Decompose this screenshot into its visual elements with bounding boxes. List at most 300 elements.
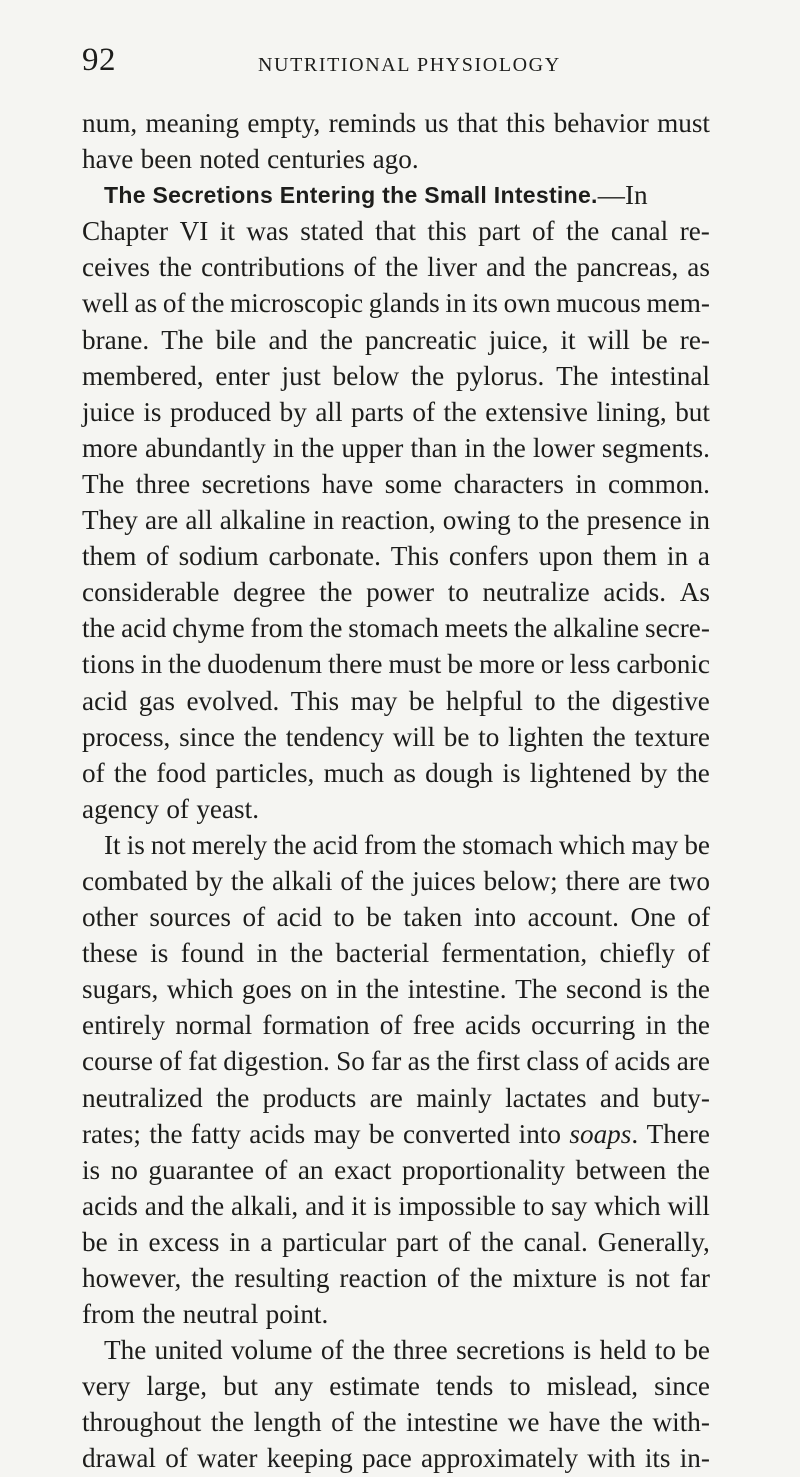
word: soaps. <box>569 1116 638 1152</box>
text-line <box>82 683 710 719</box>
word: lining, <box>596 396 667 427</box>
word: secre- <box>644 613 710 644</box>
text-line <box>82 1080 710 1116</box>
word: be <box>366 902 392 933</box>
word: be <box>443 721 470 752</box>
word: from <box>82 1299 135 1330</box>
word: acid <box>82 685 128 716</box>
word: proportionality <box>401 1154 566 1185</box>
text-line <box>82 1260 710 1296</box>
word: is <box>150 938 169 969</box>
body-text <box>82 105 710 1477</box>
word: and <box>599 1082 640 1113</box>
word: upon <box>538 541 593 572</box>
word: exact <box>334 1154 392 1185</box>
word: membered, <box>82 360 204 391</box>
word: it <box>219 216 235 247</box>
word: an <box>297 1154 324 1185</box>
word: contributions <box>201 252 345 283</box>
word: and <box>305 1190 345 1221</box>
word: just <box>281 360 321 391</box>
word: lighten <box>508 721 584 752</box>
word: estimate <box>329 1371 420 1402</box>
word: of <box>379 1010 403 1041</box>
word: of <box>159 1046 182 1077</box>
word: must <box>388 649 442 680</box>
word: behavior <box>553 108 649 138</box>
word: Chapter <box>82 216 169 247</box>
word: the <box>385 252 419 283</box>
word: us <box>424 108 449 138</box>
word: the <box>158 252 193 283</box>
word: are <box>369 1082 403 1113</box>
word: neutralized <box>82 1082 203 1113</box>
text-line <box>82 285 710 321</box>
word: the <box>319 577 353 608</box>
word: course <box>82 1046 153 1077</box>
word: canal <box>610 216 669 247</box>
word: of <box>162 288 186 319</box>
word: acid <box>276 902 322 933</box>
text-line <box>82 394 710 430</box>
word: lightened <box>529 757 631 788</box>
word: no <box>110 1154 138 1185</box>
page-header <box>82 42 720 82</box>
word: and <box>268 324 308 355</box>
word: the <box>676 1010 710 1041</box>
word: it <box>351 1190 367 1221</box>
word: helpful <box>445 685 523 716</box>
word: of <box>531 216 555 247</box>
word: account. <box>527 902 619 933</box>
text-line <box>82 899 710 935</box>
text-line <box>82 466 710 502</box>
text-line <box>82 177 710 213</box>
word: is <box>373 1190 392 1221</box>
word: the <box>546 505 580 536</box>
word: of <box>82 757 105 788</box>
word: mem- <box>646 288 710 319</box>
word: that <box>457 108 498 138</box>
word: is <box>143 396 162 427</box>
word: the <box>210 1407 245 1438</box>
word: will <box>667 1190 710 1221</box>
word: abundantly <box>144 432 266 463</box>
word: between <box>575 1154 667 1185</box>
word: however, <box>82 1263 182 1293</box>
word: be <box>408 685 435 716</box>
word: the <box>82 613 116 644</box>
word: the <box>363 1407 397 1438</box>
word: to <box>478 721 500 752</box>
word: a <box>260 1226 273 1257</box>
word: confers <box>448 541 529 572</box>
word: is <box>82 1154 101 1185</box>
word: must <box>657 108 710 138</box>
word: This <box>290 685 340 716</box>
word: less <box>569 649 611 680</box>
word: far <box>371 1046 402 1077</box>
word: The <box>556 360 599 391</box>
word: some <box>384 468 443 499</box>
word: of <box>165 1443 188 1474</box>
word: So <box>336 1046 365 1077</box>
word: its <box>472 288 498 319</box>
word: below <box>332 360 400 391</box>
word: As <box>679 577 710 608</box>
word: converted <box>403 1118 511 1149</box>
word: since <box>179 721 235 752</box>
word: part <box>396 1226 439 1257</box>
word: there <box>328 649 383 680</box>
word: tends <box>435 1371 494 1402</box>
word: them <box>602 541 658 572</box>
word: the <box>190 1190 225 1221</box>
word: is <box>607 1263 626 1293</box>
word: of <box>687 902 710 933</box>
word: secretions <box>456 1335 565 1366</box>
word: lower <box>532 432 595 463</box>
word: pylorus. <box>455 360 545 391</box>
word: the <box>243 721 277 752</box>
word: as <box>407 1046 431 1077</box>
word: own <box>503 288 551 319</box>
word: by <box>279 396 307 427</box>
word: as <box>687 252 710 283</box>
word: by <box>640 757 668 788</box>
word: The <box>515 974 558 1005</box>
word: be <box>684 1335 710 1366</box>
word: bacterial <box>335 938 430 969</box>
word: this <box>427 216 467 247</box>
text-line <box>82 538 710 574</box>
word: brane. <box>82 324 150 355</box>
word: the <box>480 1226 514 1257</box>
word: agency <box>82 793 159 824</box>
word: the <box>371 865 405 896</box>
word: sodium <box>178 541 259 572</box>
word: the <box>168 649 202 680</box>
word: into <box>473 902 517 933</box>
word: this <box>506 108 546 138</box>
word: volume <box>230 1335 313 1366</box>
word: second <box>565 974 642 1005</box>
word: the <box>319 324 353 355</box>
word: to <box>654 1335 676 1366</box>
word: of <box>340 865 364 896</box>
word: the <box>443 396 477 427</box>
word: by <box>195 865 223 896</box>
word: carbonic <box>616 649 710 680</box>
word: Generally, <box>597 1226 710 1257</box>
word: say <box>551 1190 588 1221</box>
word: particles, <box>215 757 315 788</box>
word: point. <box>265 1299 329 1330</box>
word: the <box>492 432 526 463</box>
word: upper <box>341 432 404 463</box>
text-line <box>82 935 710 971</box>
word: intestine. <box>407 974 507 1005</box>
text-line <box>82 1332 710 1368</box>
word: which <box>166 974 234 1005</box>
word: keeping <box>266 1443 353 1474</box>
word: the <box>113 757 148 788</box>
word: mislead, <box>546 1371 639 1402</box>
word: the <box>289 938 324 969</box>
word: merely <box>191 829 268 860</box>
word: in <box>445 288 467 319</box>
word: but <box>675 396 710 427</box>
word: glands <box>368 288 440 319</box>
word: pancreas, <box>576 252 679 283</box>
text-line <box>82 213 710 249</box>
word: the <box>301 432 335 463</box>
word: three <box>135 468 191 499</box>
word: we <box>507 1407 540 1438</box>
word: noted <box>199 144 260 175</box>
word: juices <box>412 865 476 896</box>
word: of <box>242 902 266 933</box>
word: There <box>646 1118 710 1149</box>
word: of <box>448 1226 471 1257</box>
word: of <box>146 541 169 572</box>
text-line <box>82 358 710 394</box>
word: acid <box>312 829 358 860</box>
word: are <box>627 865 662 896</box>
word: acid <box>121 613 167 644</box>
word: be <box>447 649 474 680</box>
word: process, <box>82 721 171 752</box>
word: tions <box>82 649 135 680</box>
word: sugars, <box>82 974 159 1005</box>
word: its <box>644 1443 671 1474</box>
text-line <box>82 827 710 863</box>
text-line <box>82 430 710 466</box>
word: the <box>351 1335 386 1366</box>
word: guarantee <box>148 1154 255 1185</box>
word: free <box>412 1010 455 1041</box>
word: This <box>390 541 440 572</box>
text-line <box>82 791 710 827</box>
word: was <box>246 216 289 247</box>
word: the <box>676 974 710 1005</box>
word: The <box>82 468 125 499</box>
text-line <box>82 971 710 1007</box>
word: rates; <box>82 1118 141 1149</box>
word: length <box>253 1407 322 1438</box>
word: microscopic <box>230 288 364 319</box>
text-line <box>82 1116 710 1152</box>
word: neutralize <box>482 577 590 608</box>
word: much <box>323 757 385 788</box>
word: digestive <box>611 685 710 716</box>
word: duodenum <box>207 649 323 680</box>
word: mixture <box>512 1263 598 1293</box>
word: have <box>321 468 374 499</box>
word: chiefly <box>599 938 675 969</box>
word: enter <box>215 360 270 391</box>
word: canal. <box>523 1226 588 1257</box>
word: degree <box>233 577 306 608</box>
text-line <box>82 249 710 285</box>
word: pancreatic <box>365 324 477 355</box>
page-number: 92 <box>82 42 116 78</box>
word: with <box>587 1443 636 1474</box>
word: of <box>320 1335 344 1366</box>
word: throughout <box>82 1407 202 1438</box>
word: these <box>82 938 138 969</box>
word: any <box>273 1371 314 1402</box>
word: in <box>645 1010 667 1041</box>
word: The <box>161 324 204 355</box>
text-line <box>82 105 710 141</box>
word: the <box>191 1263 225 1293</box>
word: lactates <box>505 1082 587 1113</box>
word: acids <box>82 1190 138 1221</box>
word: to <box>523 1190 545 1221</box>
word: entirely <box>82 1010 166 1041</box>
word: re- <box>679 324 710 355</box>
word: have <box>548 1407 601 1438</box>
word: the <box>436 1046 470 1077</box>
word: excess <box>148 1226 220 1257</box>
word: intestine <box>406 1407 499 1438</box>
word: that <box>375 216 416 247</box>
word: VI <box>179 216 209 247</box>
word: particular <box>282 1226 387 1257</box>
word: meets <box>444 613 509 644</box>
word: large, <box>146 1371 208 1402</box>
word: into <box>518 1118 561 1149</box>
word: to <box>509 1371 531 1402</box>
word: to <box>517 505 540 536</box>
word: to <box>447 577 469 608</box>
word: reaction, <box>341 505 436 536</box>
word: is <box>502 757 521 788</box>
text-line <box>82 141 710 177</box>
word: the <box>566 216 600 247</box>
word: The <box>104 1335 147 1366</box>
word: found <box>180 938 245 969</box>
text-line <box>82 610 710 646</box>
word: or <box>540 649 564 680</box>
word: the <box>469 1263 503 1293</box>
word: water <box>197 1443 258 1474</box>
word: them <box>82 541 137 572</box>
word: all <box>185 505 213 536</box>
word: the <box>422 829 457 860</box>
word: since <box>654 1371 710 1402</box>
word: in <box>666 541 689 572</box>
word: in <box>256 938 278 969</box>
word: the <box>273 829 307 860</box>
word: not <box>150 829 186 860</box>
word: in <box>464 432 486 463</box>
word: two <box>669 865 710 896</box>
word: power <box>366 577 435 608</box>
word: with- <box>652 1407 710 1438</box>
word: is <box>650 974 669 1005</box>
word: yeast. <box>196 793 259 824</box>
word: presence <box>586 505 682 536</box>
word: combated <box>82 865 188 896</box>
word: the <box>216 1082 250 1113</box>
word: goes <box>241 974 292 1005</box>
word: mainly <box>416 1082 492 1113</box>
word: ago. <box>372 144 419 175</box>
word: the <box>142 1299 176 1330</box>
word: been <box>140 144 192 175</box>
word: alkaline <box>553 613 640 644</box>
word: alkali <box>272 865 333 896</box>
word: united <box>154 1335 223 1366</box>
word: the <box>534 252 568 283</box>
word: the <box>365 974 400 1005</box>
section-heading: The Secretions Entering the Small Intestine. <box>104 182 598 209</box>
word: neutral <box>182 1299 259 1330</box>
word: than <box>410 432 458 463</box>
word: the <box>149 1118 183 1149</box>
word: more <box>479 649 535 680</box>
word: in <box>272 432 295 463</box>
word: alkali, <box>231 1190 299 1221</box>
text-line <box>82 322 710 358</box>
word: more <box>82 432 138 463</box>
word: is <box>573 1335 592 1366</box>
word: fermentation, <box>441 938 588 969</box>
word: in <box>117 1226 139 1257</box>
word: re- <box>679 216 710 247</box>
word: of <box>331 1407 354 1438</box>
word: extensive <box>485 396 588 427</box>
word: in- <box>679 1443 710 1474</box>
word: acids <box>465 1010 521 1041</box>
word: may <box>631 829 679 860</box>
word: chyme <box>172 613 245 644</box>
word: very <box>82 1371 131 1402</box>
word: centuries <box>267 144 366 175</box>
text-line <box>82 574 710 610</box>
word: as <box>134 288 158 319</box>
text-line <box>82 1404 710 1440</box>
word: occurring <box>531 1010 636 1041</box>
word: bile <box>215 324 257 355</box>
word: num, <box>82 108 138 138</box>
word: normal <box>175 1010 253 1041</box>
word: part <box>478 216 521 247</box>
text-line <box>82 1188 710 1224</box>
word: of <box>353 252 377 283</box>
word: in <box>312 505 335 536</box>
word: other <box>82 902 138 933</box>
word: on <box>300 974 328 1005</box>
word: drawal <box>82 1443 156 1474</box>
word: meaning <box>145 108 240 138</box>
word: juice <box>82 396 135 427</box>
word: fat <box>188 1046 217 1077</box>
text-line <box>82 863 710 899</box>
word: it <box>560 324 576 355</box>
word: of <box>264 1154 288 1185</box>
word: intestinal <box>610 360 710 391</box>
text-line <box>82 1007 710 1043</box>
word: to <box>333 902 355 933</box>
word: not <box>635 1263 670 1293</box>
word: parts <box>351 396 404 427</box>
word: of <box>687 938 710 969</box>
word: of <box>412 396 436 427</box>
word: taken <box>403 902 463 933</box>
